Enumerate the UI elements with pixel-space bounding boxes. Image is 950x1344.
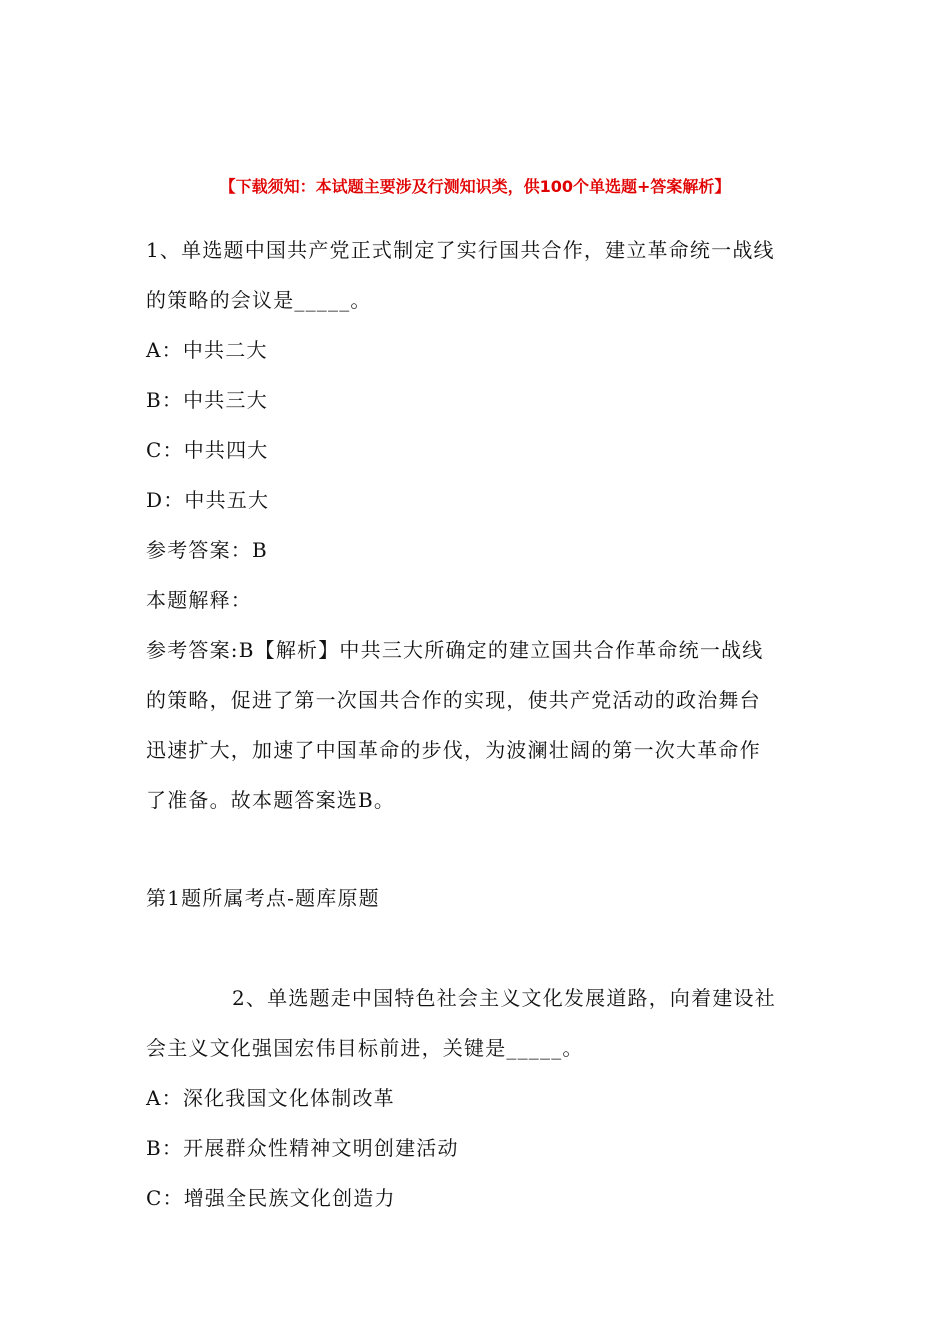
q1-option-a: A：中共二大	[146, 338, 268, 362]
q1-explain-line-3: 迅速扩大，加速了中国革命的步伐，为波澜壮阔的第一次大革命作	[146, 738, 761, 762]
q1-option-d: D：中共五大	[146, 488, 270, 512]
q1-explain-line-1: 参考答案:B【解析】中共三大所确定的建立国共合作革命统一战线	[146, 638, 764, 662]
q2-stem-line-2: 会主义文化强国宏伟目标前进，关键是_____。	[146, 1036, 584, 1060]
q1-option-b: B：中共三大	[146, 388, 268, 412]
download-notice: 【下载须知：本试题主要涉及行测知识类，供100个单选题+答案解析】	[219, 177, 731, 196]
q1-explain-label: 本题解释：	[146, 588, 252, 612]
q1-explain-line-2: 的策略，促进了第一次国共合作的实现，使共产党活动的政治舞台	[146, 688, 761, 712]
q1-stem-line-2: 的策略的会议是_____。	[146, 288, 372, 312]
q1-explain-line-4: 了准备。故本题答案选B。	[146, 788, 396, 812]
q1-exam-point: 第1题所属考点-题库原题	[146, 886, 380, 910]
q1-answer: 参考答案：B	[146, 538, 268, 562]
q2-option-b: B：开展群众性精神文明创建活动	[146, 1136, 459, 1160]
q2-option-c: C：增强全民族文化创造力	[146, 1186, 396, 1210]
q2-stem-line-1: 2、单选题走中国特色社会主义文化发展道路，向着建设社	[232, 986, 776, 1010]
q2-option-a: A：深化我国文化体制改革	[146, 1086, 395, 1110]
q1-option-c: C：中共四大	[146, 438, 269, 462]
q1-stem-line-1: 1、单选题中国共产党正式制定了实行国共合作，建立革命统一战线	[146, 238, 775, 262]
